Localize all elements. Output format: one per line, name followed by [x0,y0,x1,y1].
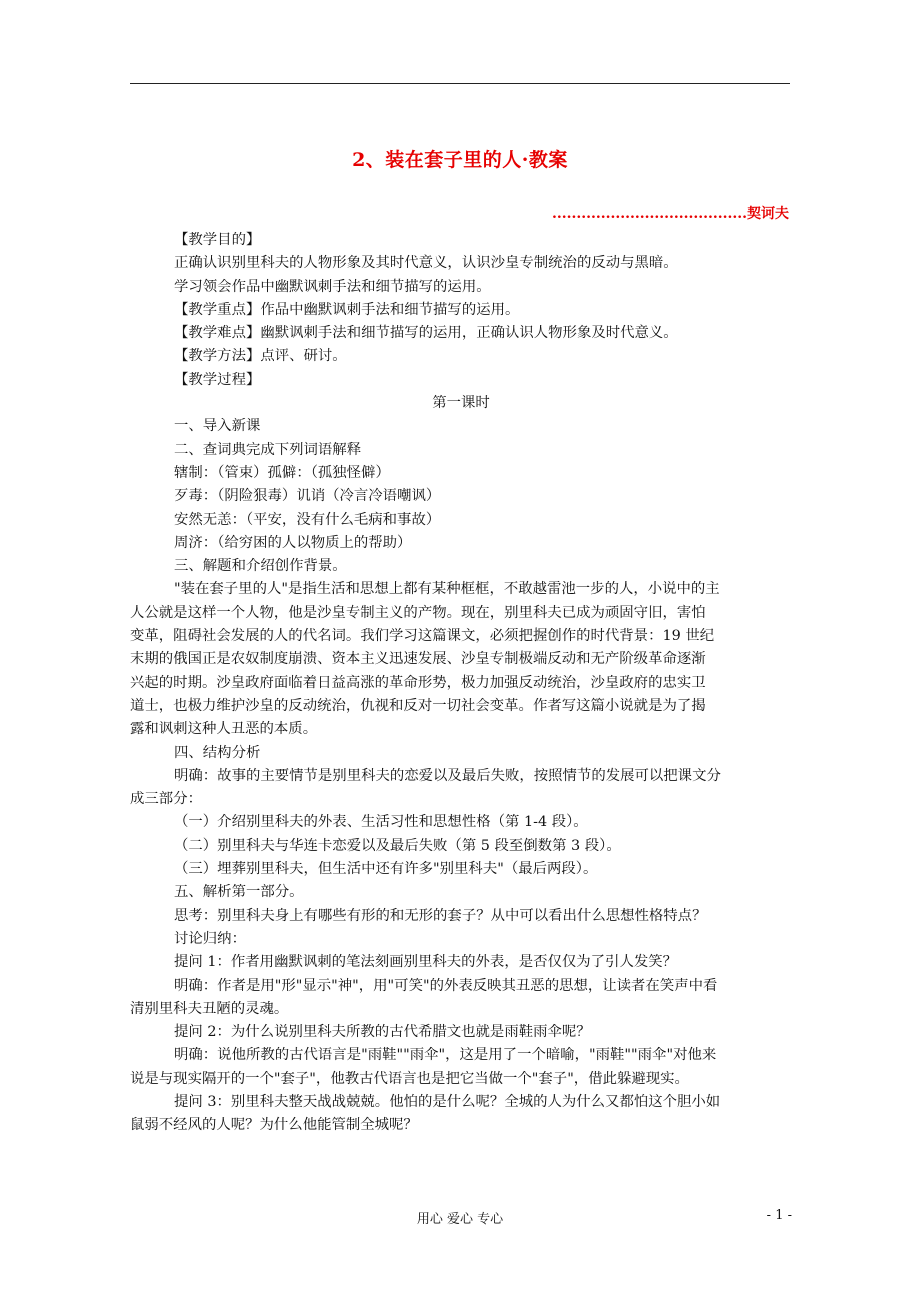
text-line: 讨论归纳： [174,930,246,947]
text-line: 末期的俄国正是农奴制度崩溃、资本主义迅速发展、沙皇专制极端反动和无产阶级革命逐渐 [130,651,706,668]
text-line: 四、结构分析 [174,744,261,761]
text-line: 提问 2：为什么说别里科夫所教的古代希腊文也就是雨鞋雨伞呢？ [174,1024,591,1041]
text-line: 正确认识别里科夫的人物形象及其时代意义，认识沙皇专制统治的反动与黑暗。 [174,255,678,272]
text-line: （二）别里科夫与华连卡恋爱以及最后失败（第 5 段至倒数第 3 段）。 [174,837,621,854]
header-rule [130,83,790,84]
text-line: 五、解析第一部分。 [174,884,304,901]
text-line: 周济：（给穷困的人以物质上的帮助） [174,534,412,551]
text-line: 鼠弱不经风的人呢？为什么他能管制全城呢？ [130,1117,418,1134]
text-line: 提问 1：作者用幽默讽刺的笔法刻画别里科夫的外表，是否仅仅为了引人发笑？ [174,954,678,971]
document-body [130,229,792,1138]
text-line: 提问 3：别里科夫整天战战兢兢。他怕的是什么呢？全城的人为什么又都怕这个胆小如 [174,1093,721,1110]
text-line: 三、解题和介绍创作背景。 [174,558,347,575]
text-line: 兴起的时期。沙皇政府面临着日益高涨的革命形势，极力加强反动统治，沙皇政府的忠实卫 [130,674,706,691]
author-line: ........................................契诃夫 [552,206,789,222]
text-line: 清别里科夫丑陋的灵魂。 [130,1000,289,1017]
document-title: 2、装在套子里的人·教案 [352,149,568,171]
text-line: 明确：故事的主要情节是别里科夫的恋爱以及最后失败，按照情节的发展可以把课文分 [174,767,721,784]
text-line: 一、导入新课 [174,418,261,435]
text-line: 安然无恙：（平安，没有什么毛病和事故） [174,511,441,528]
page-number: - 1 - [766,1208,792,1223]
text-line: 学习领会作品中幽默讽刺手法和细节描写的运用。 [174,278,491,295]
text-line: 明确：作者是用"形"显示"神"，用"可笑"的外表反映其丑恶的思想，让读者在笑声中看 [174,977,718,994]
text-line: 第一课时 [432,395,490,412]
text-line: 二、查词典完成下列词语解释 [174,441,362,458]
text-line: 【教学目的】 [174,232,261,248]
text-line: 【教学方法】点评、研讨。 [174,348,347,365]
text-line: 露和讽刺这种人丑恶的本质。 [130,721,318,738]
text-line: 人公就是这样一个人物，他是沙皇专制主义的产物。现在，别里科夫已成为顽固守旧，害怕 [130,604,706,621]
text-line: 【教学难点】幽默讽刺手法和细节描写的运用，正确认识人物形象及时代意义。 [174,325,678,342]
text-line: （三）埋葬别里科夫，但生活中还有许多"别里科夫"（最后两段）。 [174,861,598,878]
footer-motto: 用心 爱心 专心 [416,1212,504,1227]
text-line: 思考：别里科夫身上有哪些有形的和无形的套子？从中可以看出什么思想性格特点？ [174,907,707,924]
text-line: 歹毒：（阴险狠毒）讥诮（冷言冷语嘲讽） [174,488,441,505]
text-line: 道士，也极力维护沙皇的反动统治，仇视和反对一切社会变革。作者写这篇小说就是为了揭 [130,697,706,714]
text-line: 说是与现实隔开的一个"套子"，他教古代语言也是把它当做一个"套子"，借此躲避现实。 [130,1070,689,1087]
text-line: 变革，阻碍社会发展的人的代名词。我们学习这篇课文，必须把握创作的时代背景：19 世纪 [130,628,715,645]
text-line: "装在套子里的人"是指生活和思想上都有某种框框，不敢越雷池一步的人，小说中的主 [174,581,720,598]
text-line: 辖制：（管束）孤僻：（孤独怪僻） [174,464,390,481]
text-line: 【教学过程】 [174,371,261,388]
text-line: 成三部分： [130,791,202,808]
text-line: （一）介绍别里科夫的外表、生活习性和思想性格（第 1-4 段）。 [174,814,588,831]
text-line: 【教学重点】作品中幽默讽刺手法和细节描写的运用。 [174,301,520,318]
text-line: 明确：说他所教的古代语言是"雨鞋""雨伞"，这是用了一个暗喻，"雨鞋""雨伞"对他来 [174,1047,717,1064]
